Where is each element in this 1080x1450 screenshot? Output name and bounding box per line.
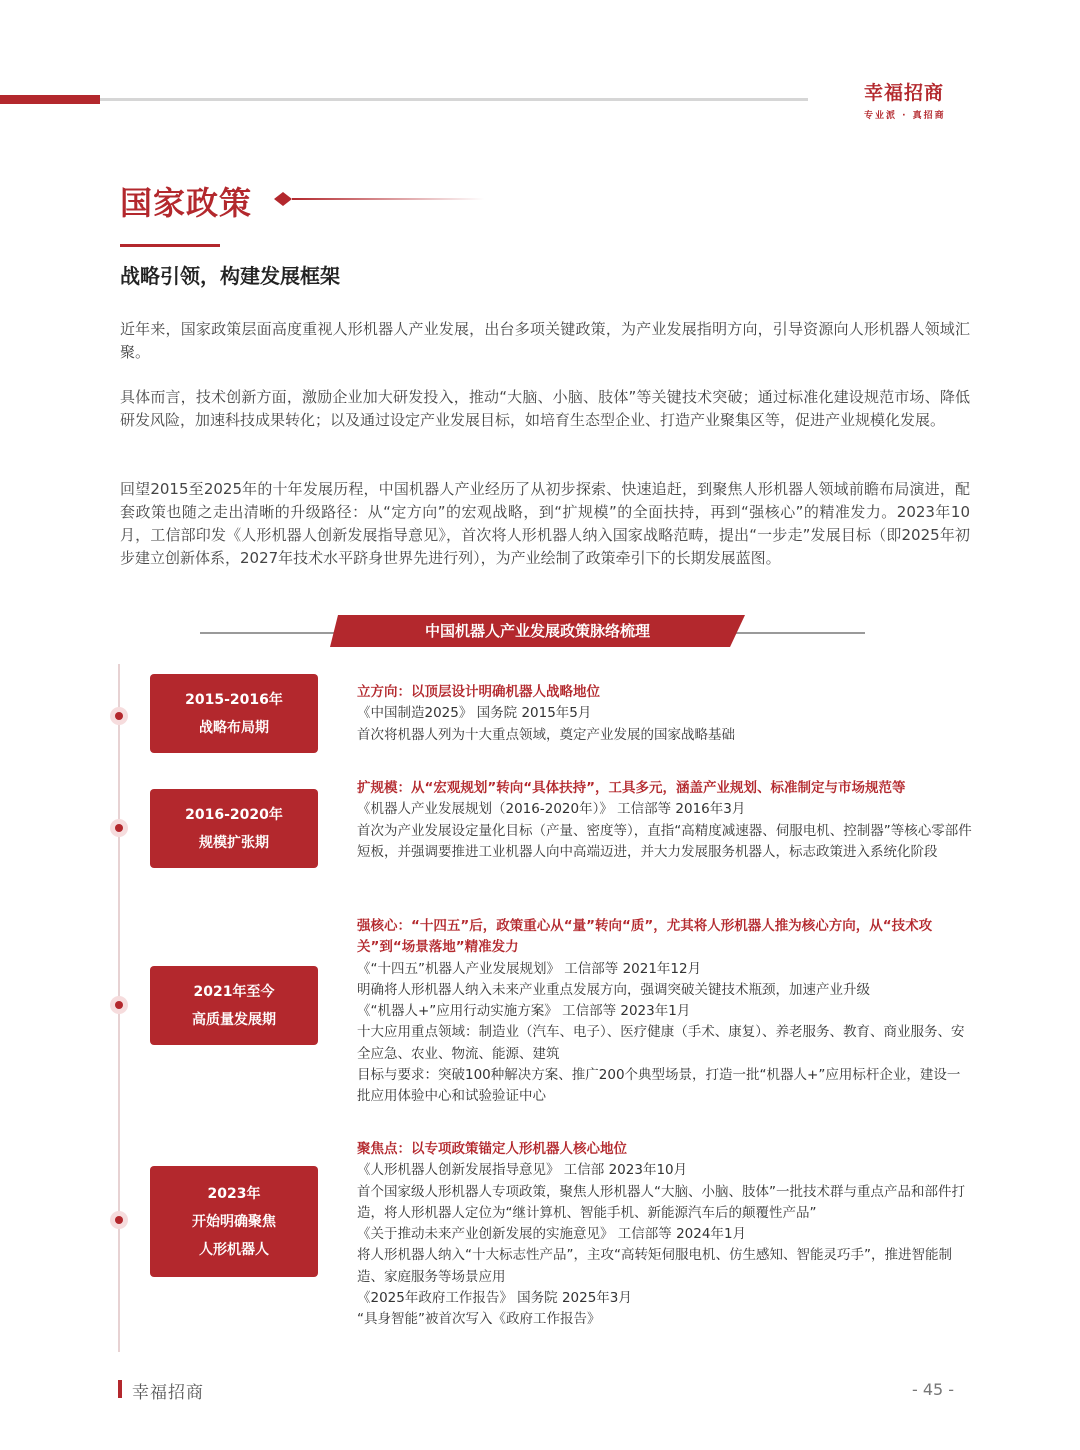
period-stage: 战略布局期 [199, 719, 269, 736]
period-year: 2021年至今 [193, 983, 275, 1000]
policy-entry-2023 [357, 1139, 972, 1331]
footer-brand: 幸福招商 [132, 1383, 204, 1403]
history-paragraph: 回望2015至2025年的十年发展历程，中国机器人产业经历了从初步探索、快速追赶，到聚焦人形机器人领域前瞻布局演进，配套政策也随之走出清晰的升级路径：从“定方向”的宏观战略，到“扩规模”的全面扶持，再到“强核心”的精准发力。2023年10月，工信部印发《人形机器人创新发展指导意见》，首次将人形机器人纳入国家战略范畴，提出“一步走”发展目标（即2025年初步建立创新体系，2027年技术水平跻身世界先进行列），为产业绘制了政策牵引下的长期发展蓝图。 [120, 480, 970, 567]
entry-line: 首次将机器人列为十大重点领域，奠定产业发展的国家战略基础 [357, 726, 735, 743]
period-stage-line2: 人形机器人 [199, 1241, 269, 1258]
section-title: 国家政策 [120, 184, 253, 222]
entry-line: 《“十四五”机器人产业发展规划》 工信部等 2021年12月 [357, 960, 702, 977]
period-year: 2015-2016年 [185, 691, 283, 708]
period-box-2023 [150, 1166, 318, 1277]
period-year: 2023年 [207, 1185, 261, 1202]
period-stage: 高质量发展期 [192, 1011, 276, 1028]
period-stage: 规模扩张期 [199, 834, 269, 851]
entry-heading: 立方向：以顶层设计明确机器人战略地位 [357, 684, 600, 700]
timeline-dot [110, 819, 128, 837]
entry-line: 《人形机器人创新发展指导意见》 工信部 2023年10月 [357, 1162, 688, 1179]
entry-line: 明确将人形机器人纳入未来产业重点发展方向，强调突破关键技术瓶颈，加速产业升级 [357, 981, 870, 998]
timeline-dot [110, 707, 128, 725]
entry-line: 十大应用重点领域：制造业（汽车、电子）、医疗健康（手术、康复）、养老服务、教育、商业服务、安全应急、农业、物流、能源、建筑 [357, 1024, 965, 1062]
entry-line: 《机器人产业发展规划（2016-2020年）》 工信部等 2016年3月 [357, 801, 746, 818]
entry-line: 目标与要求：突破100种解决方案、推广200个典型场景，打造一批“机器人+”应用标杆企业，建设一批应用体验中心和试验验证中心 [357, 1067, 961, 1105]
period-year: 2016-2020年 [185, 806, 283, 823]
timeline-dot [110, 1211, 128, 1229]
logo-slogan: 专业派 · 真招商 [864, 111, 946, 121]
policy-entry-2015 [357, 682, 972, 746]
header-divider [100, 98, 808, 101]
period-box-2016 [150, 789, 318, 868]
entry-heading: 强核心：“十四五”后，政策重心从“量”转向“质”，尤其将人形机器人推为核心方向，从“技术攻关”到“场景落地”精准发力 [357, 918, 933, 956]
entry-line: 《“机器人+”应用行动实施方案》 工信部等 2023年1月 [357, 1003, 691, 1020]
entry-heading: 扩规模：从“宏观规划”转向“具体扶持”，工具多元，涵盖产业规划、标准制定与市场规范等 [357, 780, 906, 796]
entry-line: 《2025年政府工作报告》 国务院 2025年3月 [357, 1290, 632, 1307]
period-box-2021 [150, 966, 318, 1045]
brand-logo [864, 78, 972, 121]
entry-heading: 聚焦点：以专项政策锚定人形机器人核心地位 [357, 1141, 627, 1157]
timeline-dot [110, 996, 128, 1014]
entry-line: 将人形机器人纳入“十大标志性产品”，主攻“高转矩伺服电机、仿生感知、智能灵巧手”，推进智能制造、家庭服务等场景应用 [357, 1247, 952, 1285]
page-number: - 45 - [912, 1380, 955, 1399]
period-stage: 开始明确聚焦 [192, 1213, 276, 1230]
timeline-title: 中国机器人产业发展政策脉络梳理 [424, 622, 650, 640]
entry-line: 首个国家级人形机器人专项政策，聚焦人形机器人“大脑、小脑、肢体”一批技术群与重点产品和部件打造，将人形机器人定位为“继计算机、智能手机、新能源汽车后的颠覆性产品” [357, 1183, 965, 1221]
policy-entry-2016 [357, 778, 972, 863]
entry-line: 《中国制造2025》 国务院 2015年5月 [357, 705, 592, 722]
intro-paragraph: 近年来，国家政策层面高度重视人形机器人产业发展，出台多项关键政策，为产业发展指明方向，引导资源向人形机器人领域汇聚。 [120, 320, 970, 361]
title-diamond-decoration [274, 188, 484, 210]
period-box-2015 [150, 674, 318, 753]
entry-line: “具身智能”被首次写入《政府工作报告》 [357, 1311, 601, 1328]
footer-accent-bar [118, 1380, 122, 1398]
section-subtitle: 战略引领，构建发展框架 [120, 264, 340, 288]
subtitle-accent-line [120, 244, 220, 247]
policy-entry-2021 [357, 916, 972, 1108]
detail-paragraph: 具体而言，技术创新方面，激励企业加大研发投入，推动“大脑、小脑、肢体”等关键技术突破；通过标准化建设规范市场、降低研发风险，加速科技成果转化；以及通过设定产业发展目标，如培育生态型企业、打造产业聚集区等，促进产业规模化发展。 [120, 388, 970, 429]
logo-title: 幸福招商 [864, 82, 945, 104]
header-accent-bar [0, 95, 100, 104]
entry-line: 《关于推动未来产业创新发展的实施意见》 工信部等 2024年1月 [357, 1226, 747, 1243]
entry-line: 首次为产业发展设定量化目标（产量、密度等），直指“高精度减速器、伺服电机、控制器”等核心零部件短板，并强调要推进工业机器人向中高端迈进，并大力发展服务机器人，标志政策进入系统化阶段 [357, 822, 972, 860]
